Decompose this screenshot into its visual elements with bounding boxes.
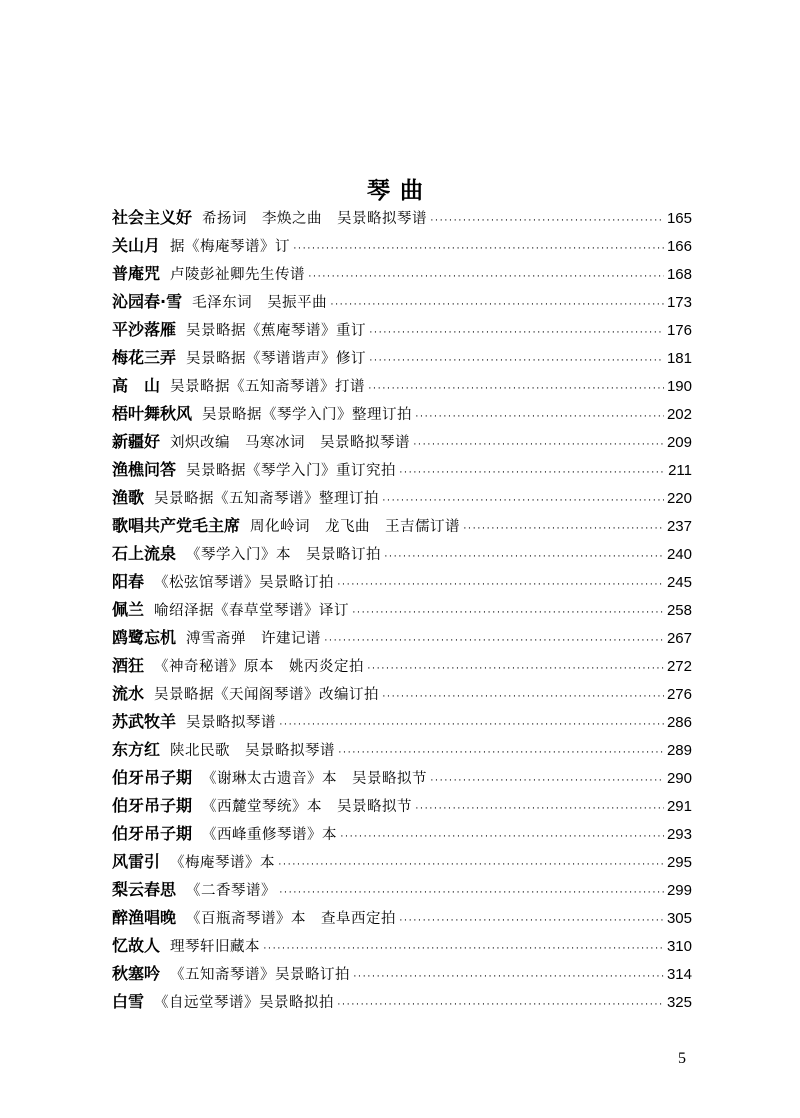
page-number: 5 [678, 1050, 686, 1067]
toc-entry [112, 540, 692, 568]
toc-entry-credit: 《百瓶斋琴谱》本 查阜西定拍 [186, 911, 397, 927]
toc-dot-leader [330, 290, 664, 318]
toc-entry [112, 876, 692, 904]
toc-entry-page: 291 [666, 798, 692, 815]
toc-entry-title: 佩兰 [112, 600, 145, 619]
toc-entry-credit: 溥雪斋弹 许建记谱 [186, 631, 322, 647]
toc-entry-title: 渔歌 [112, 488, 145, 507]
toc-entry [112, 932, 692, 960]
toc-entry-title: 新疆好 [112, 432, 161, 451]
toc-entry-credit: 理琴轩旧藏本 [170, 939, 261, 955]
toc-entry-page: 325 [666, 994, 692, 1011]
toc-entry-title: 伯牙吊子期 [112, 796, 193, 815]
toc-entry-title: 秋塞吟 [112, 964, 161, 983]
toc-entry-credit: 周化岭词 龙飞曲 王吉儒订谱 [250, 519, 461, 535]
toc-entry-page: 290 [666, 770, 692, 787]
toc-entry-credit: 《西麓堂琴统》本 吴景略拟节 [202, 799, 413, 815]
toc-entry [112, 988, 692, 1016]
toc-entry-title: 沁园春·雪 [112, 292, 183, 311]
toc-dot-leader [367, 654, 664, 682]
toc-entry-credit: 吴景略据《琴学入门》重订究拍 [186, 463, 397, 479]
toc-entry-page: 293 [666, 826, 692, 843]
toc-entry [112, 624, 692, 652]
toc-entry-credit: 吴景略拟琴谱 [186, 715, 277, 731]
toc-entry-title: 忆故人 [112, 936, 161, 955]
toc-entry-page: 299 [666, 882, 692, 899]
toc-dot-leader [278, 850, 664, 878]
toc-dot-leader [430, 766, 664, 794]
table-of-contents [112, 204, 692, 1016]
toc-entry-page: 237 [666, 518, 692, 535]
toc-entry [112, 596, 692, 624]
toc-entry-credit: 《梅庵琴谱》本 [170, 855, 276, 871]
toc-dot-leader [338, 738, 664, 766]
toc-entry-credit: 吴景略据《琴学入门》整理订拍 [202, 407, 413, 423]
toc-entry-credit: 《自远堂琴谱》吴景略拟拍 [154, 995, 335, 1011]
toc-entry-title: 梅花三弄 [112, 348, 177, 367]
toc-entry-page: 245 [666, 574, 692, 591]
toc-dot-leader [308, 262, 664, 290]
toc-entry [112, 708, 692, 736]
toc-entry-title: 梧叶舞秋风 [112, 404, 193, 423]
toc-dot-leader [382, 486, 664, 514]
toc-dot-leader [353, 962, 664, 990]
toc-entry [112, 792, 692, 820]
toc-entry-title: 东方红 [112, 740, 161, 759]
toc-entry-title: 梨云春思 [112, 880, 177, 899]
toc-entry-title: 普庵咒 [112, 264, 161, 283]
toc-entry-credit: 据《梅庵琴谱》订 [170, 239, 291, 255]
toc-entry-title: 石上流泉 [112, 544, 177, 563]
toc-dot-leader [293, 234, 664, 262]
toc-entry [112, 260, 692, 288]
toc-dot-leader [399, 458, 665, 486]
toc-dot-leader [382, 682, 664, 710]
toc-entry-title: 伯牙吊子期 [112, 824, 193, 843]
toc-entry [112, 428, 692, 456]
toc-entry-page: 211 [668, 462, 692, 479]
toc-dot-leader [279, 710, 664, 738]
toc-dot-leader [399, 906, 664, 934]
toc-entry [112, 400, 692, 428]
toc-entry-page: 267 [666, 630, 692, 647]
toc-dot-leader [369, 346, 664, 374]
toc-dot-leader [415, 402, 664, 430]
toc-entry-credit: 《谢琳太古遗音》本 吴景略拟节 [202, 771, 428, 787]
toc-entry-title: 阳春 [112, 572, 145, 591]
toc-entry-page: 286 [666, 714, 692, 731]
toc-entry [112, 456, 692, 484]
toc-dot-leader [352, 598, 664, 626]
toc-entry-page: 276 [666, 686, 692, 703]
toc-entry-credit: 吴景略据《天闻阁琴谱》改编订拍 [154, 687, 380, 703]
toc-entry-page: 289 [666, 742, 692, 759]
toc-entry-page: 258 [666, 602, 692, 619]
toc-dot-leader [415, 794, 664, 822]
toc-entry-title: 关山月 [112, 236, 161, 255]
toc-entry-credit: 《松弦馆琴谱》吴景略订拍 [154, 575, 335, 591]
toc-entry-credit: 《二香琴谱》 [186, 883, 277, 899]
toc-entry-page: 173 [666, 294, 692, 311]
toc-entry-title: 流水 [112, 684, 145, 703]
toc-entry-title: 风雷引 [112, 852, 161, 871]
toc-entry-title: 鸥鹭忘机 [112, 628, 177, 647]
toc-entry-title: 平沙落雁 [112, 320, 177, 339]
toc-entry-title: 伯牙吊子期 [112, 768, 193, 787]
toc-entry [112, 512, 692, 540]
toc-entry-credit: 《西峰重修琴谱》本 [202, 827, 338, 843]
toc-entry-title: 社会主义好 [112, 208, 193, 227]
toc-entry [112, 820, 692, 848]
toc-entry-title: 酒狂 [112, 656, 145, 675]
toc-entry-title: 歌唱共产党毛主席 [112, 516, 241, 535]
toc-entry-credit: 吴景略据《五知斋琴谱》整理订拍 [154, 491, 380, 507]
toc-entry-credit: 刘炽改编 马寒冰词 吴景略拟琴谱 [170, 435, 411, 451]
toc-entry-title: 渔樵问答 [112, 460, 177, 479]
toc-entry [112, 652, 692, 680]
toc-entry-page: 165 [666, 210, 692, 227]
toc-entry-page: 220 [666, 490, 692, 507]
toc-entry [112, 484, 692, 512]
toc-entry-page: 202 [666, 406, 692, 423]
toc-dot-leader [430, 206, 664, 234]
toc-entry [112, 848, 692, 876]
toc-entry-credit: 吴景略据《琴谱谐声》修订 [186, 351, 367, 367]
toc-entry-title: 醉渔唱晚 [112, 908, 177, 927]
toc-entry-credit: 喻绍泽据《春草堂琴谱》译订 [154, 603, 350, 619]
toc-entry-credit: 希扬词 李焕之曲 吴景略拟琴谱 [202, 211, 428, 227]
toc-dot-leader [279, 878, 664, 906]
toc-entry [112, 904, 692, 932]
toc-entry-page: 166 [666, 238, 692, 255]
toc-entry [112, 316, 692, 344]
toc-dot-leader [340, 822, 664, 850]
toc-entry [112, 736, 692, 764]
toc-entry [112, 204, 692, 232]
toc-entry [112, 764, 692, 792]
toc-dot-leader [324, 626, 664, 654]
toc-entry-page: 295 [666, 854, 692, 871]
toc-entry [112, 960, 692, 988]
toc-entry [112, 372, 692, 400]
toc-dot-leader [263, 934, 664, 962]
toc-dot-leader [463, 514, 664, 542]
section-title: 琴曲 [367, 178, 433, 204]
toc-entry-credit: 吴景略据《蕉庵琴谱》重订 [186, 323, 367, 339]
toc-entry-page: 176 [666, 322, 692, 339]
toc-entry-credit: 《五知斋琴谱》吴景略订拍 [170, 967, 351, 983]
toc-entry [112, 344, 692, 372]
toc-entry-page: 181 [666, 350, 692, 367]
toc-dot-leader [368, 374, 664, 402]
toc-entry-page: 168 [666, 266, 692, 283]
toc-entry [112, 568, 692, 596]
toc-entry-title: 白雪 [112, 992, 145, 1011]
toc-entry-page: 310 [666, 938, 692, 955]
toc-dot-leader [413, 430, 664, 458]
toc-dot-leader [337, 990, 664, 1018]
toc-entry [112, 680, 692, 708]
toc-entry-page: 190 [666, 378, 692, 395]
toc-entry [112, 288, 692, 316]
toc-entry-title: 高 山 [112, 376, 161, 395]
toc-entry-title: 苏武牧羊 [112, 712, 177, 731]
toc-entry-credit: 《神奇秘谱》原本 姚丙炎定拍 [154, 659, 365, 675]
toc-entry-page: 209 [666, 434, 692, 451]
toc-entry-page: 240 [666, 546, 692, 563]
toc-dot-leader [337, 570, 664, 598]
toc-entry-credit: 吴景略据《五知斋琴谱》打谱 [170, 379, 366, 395]
toc-entry-page: 272 [666, 658, 692, 675]
toc-entry-credit: 《琴学入门》本 吴景略订拍 [186, 547, 382, 563]
toc-entry-credit: 毛泽东词 吴振平曲 [192, 295, 328, 311]
toc-dot-leader [384, 542, 664, 570]
toc-entry-page: 305 [666, 910, 692, 927]
toc-entry-credit: 陕北民歌 吴景略拟琴谱 [170, 743, 336, 759]
toc-entry-credit: 卢陵彭祉卿先生传谱 [170, 267, 306, 283]
toc-entry-page: 314 [666, 966, 692, 983]
toc-dot-leader [369, 318, 664, 346]
toc-entry [112, 232, 692, 260]
